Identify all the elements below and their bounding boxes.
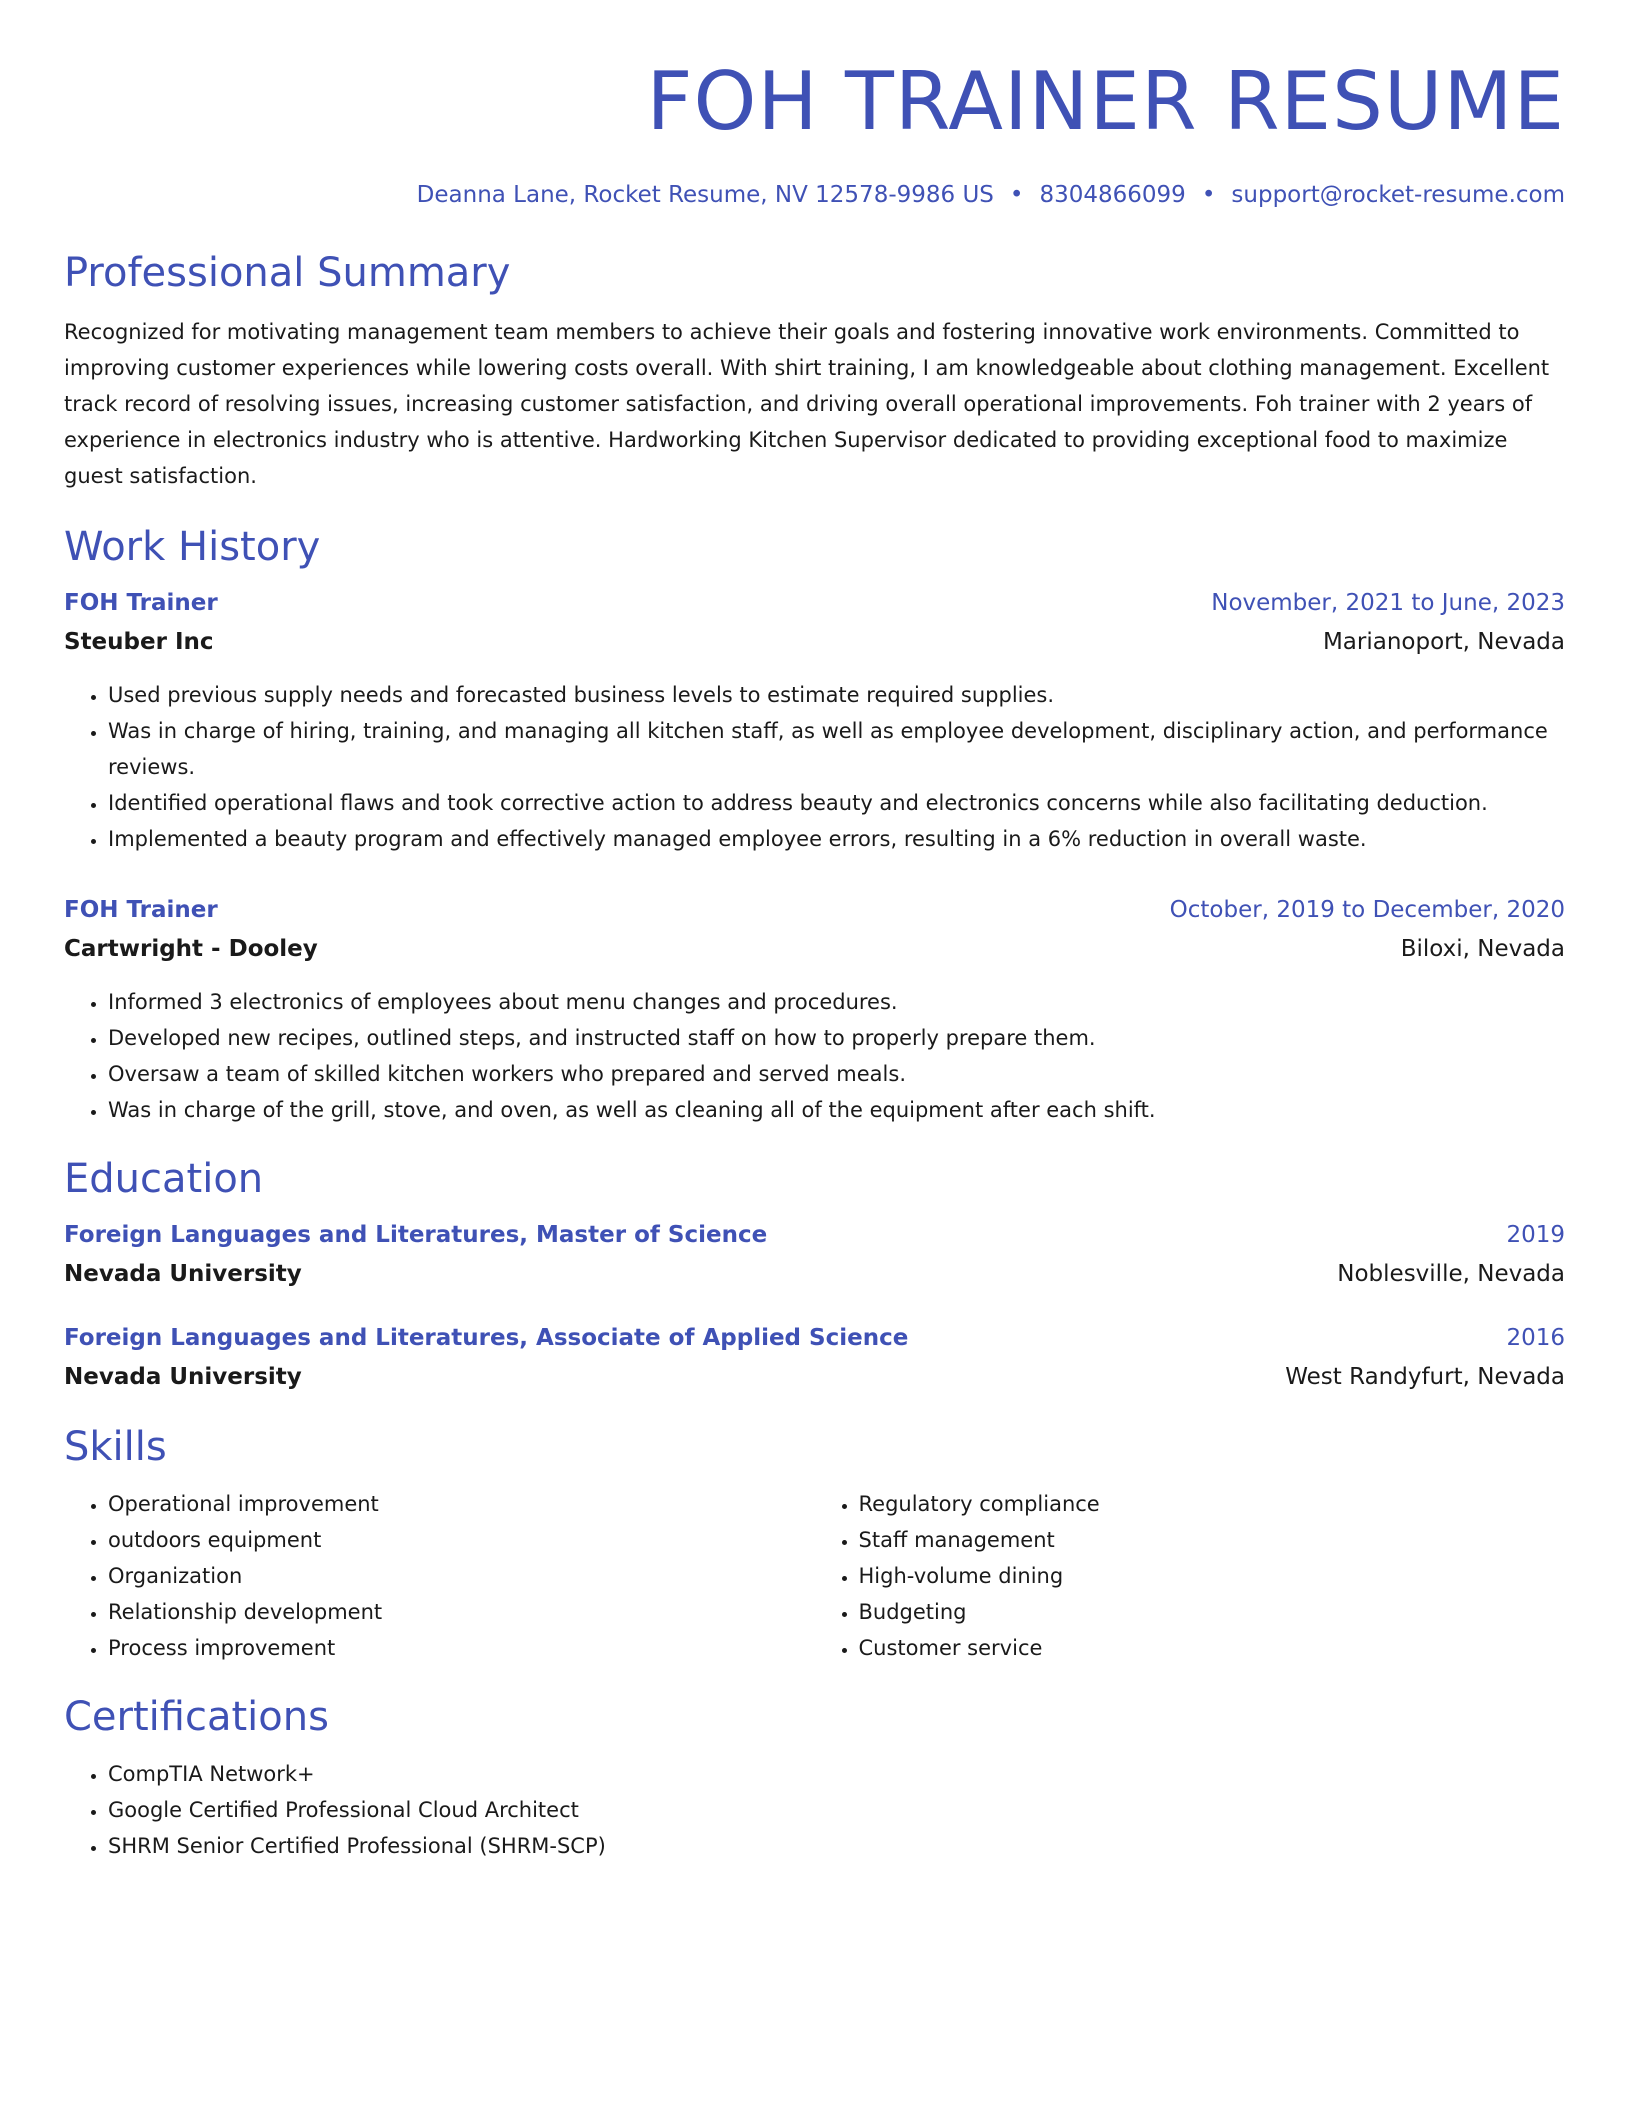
job-title: FOH Trainer	[64, 897, 218, 923]
education-entry	[64, 1218, 1565, 1291]
job-company-row	[64, 932, 1565, 966]
skills-list-right	[815, 1486, 1566, 1666]
job-bullet: • Implemented a beauty program and effectively managed employee errors, resulting in a 6% reduction in overall waste.	[108, 821, 1565, 857]
skill-item: • Customer service	[859, 1630, 1566, 1666]
skill-item: • Regulatory compliance	[859, 1486, 1566, 1522]
contact-separator: •	[1201, 182, 1216, 208]
job-title-row	[64, 586, 1565, 620]
summary-heading: Professional Summary	[64, 250, 511, 296]
skills-grid	[64, 1486, 1565, 1666]
job-bullet: • Developed new recipes, outlined steps, and instructed staff on how to properly prepare them.	[108, 1020, 1565, 1056]
contact-separator: •	[1009, 182, 1024, 208]
contact-line	[64, 180, 1565, 210]
work-history-heading: Work History	[64, 524, 321, 570]
job-bullet: • Used previous supply needs and forecasted business levels to estimate required supplies.	[108, 677, 1565, 713]
contact-phone: 8304866099	[1039, 182, 1186, 208]
certification-item: • Google Certified Professional Cloud Architect	[108, 1792, 1565, 1828]
skill-item: • Relationship development	[108, 1594, 815, 1630]
certifications-list	[64, 1756, 1565, 1864]
job-bullet: • Was in charge of the grill, stove, and oven, as well as cleaning all of the equipment after each shift.	[108, 1092, 1565, 1128]
job-entry	[64, 893, 1565, 1128]
job-entry	[64, 586, 1565, 857]
job-dates: November, 2021 to June, 2023	[1211, 590, 1565, 616]
school-location: West Randyfurt, Nevada	[1285, 1364, 1565, 1390]
skills-list-left	[64, 1486, 815, 1666]
skill-item: • Budgeting	[859, 1594, 1566, 1630]
skill-item: • outdoors equipment	[108, 1522, 815, 1558]
education-entry	[64, 1321, 1565, 1394]
job-dates: October, 2019 to December, 2020	[1169, 897, 1565, 923]
degree-year: 2019	[1506, 1222, 1565, 1248]
job-title: FOH Trainer	[64, 590, 218, 616]
skill-item: • Staff management	[859, 1522, 1566, 1558]
job-title-row	[64, 893, 1565, 927]
degree-row	[64, 1321, 1565, 1355]
job-company: Cartwright - Dooley	[64, 936, 318, 962]
school-location: Noblesville, Nevada	[1337, 1261, 1565, 1287]
school-row	[64, 1257, 1565, 1291]
skill-item: • High-volume dining	[859, 1558, 1566, 1594]
summary-text: Recognized for motivating management team members to achieve their goals and fostering innovative work environments. Committed to improving customer experiences while lowering costs overall. With shirt training, I am knowledgeable about clothing management. Excellent track record of resolving issues, increasing customer satisfaction, and driving overall operational improvements. Foh trainer with 2 years of experience in electronics industry who is attentive. Hardworking Kitchen Supervisor dedicated to providing exceptional food to maximize guest satisfaction.	[64, 320, 1550, 488]
contact-email[interactable]: support@rocket-resume.com	[1231, 182, 1565, 208]
school-name: Nevada University	[64, 1261, 302, 1287]
job-bullet: • Informed 3 electronics of employees about menu changes and procedures.	[108, 984, 1565, 1020]
skill-item: • Process improvement	[108, 1630, 815, 1666]
resume-title: FOH TRAINER RESUME	[646, 55, 1565, 148]
job-company-row	[64, 625, 1565, 659]
job-bullet: • Identified operational flaws and took corrective action to address beauty and electronics concerns while also facilitating deduction.	[108, 785, 1565, 821]
job-bullet-list	[64, 677, 1565, 857]
degree-title: Foreign Languages and Literatures, Associate of Applied Science	[64, 1325, 909, 1351]
school-name: Nevada University	[64, 1364, 302, 1390]
education-heading: Education	[64, 1156, 264, 1202]
skill-item: • Organization	[108, 1558, 815, 1594]
job-bullet: • Was in charge of hiring, training, and managing all kitchen staff, as well as employee development, disciplinary action, and performance reviews.	[108, 713, 1565, 785]
skill-item: • Operational improvement	[108, 1486, 815, 1522]
certification-item: • CompTIA Network+	[108, 1756, 1565, 1792]
contact-address: Deanna Lane, Rocket Resume, NV 12578-9986 US	[416, 182, 994, 208]
certifications-heading: Certifications	[64, 1694, 329, 1740]
job-bullet: • Oversaw a team of skilled kitchen workers who prepared and served meals.	[108, 1056, 1565, 1092]
skills-heading: Skills	[64, 1424, 167, 1470]
degree-year: 2016	[1506, 1325, 1565, 1351]
certification-item: • SHRM Senior Certified Professional (SHRM-SCP)	[108, 1828, 1565, 1864]
job-location: Biloxi, Nevada	[1400, 936, 1565, 962]
school-row	[64, 1360, 1565, 1394]
job-company: Steuber Inc	[64, 629, 214, 655]
job-bullet-list	[64, 984, 1565, 1128]
job-location: Marianoport, Nevada	[1322, 629, 1565, 655]
degree-row	[64, 1218, 1565, 1252]
degree-title: Foreign Languages and Literatures, Master of Science	[64, 1222, 768, 1248]
resume-page	[64, 0, 1565, 1864]
